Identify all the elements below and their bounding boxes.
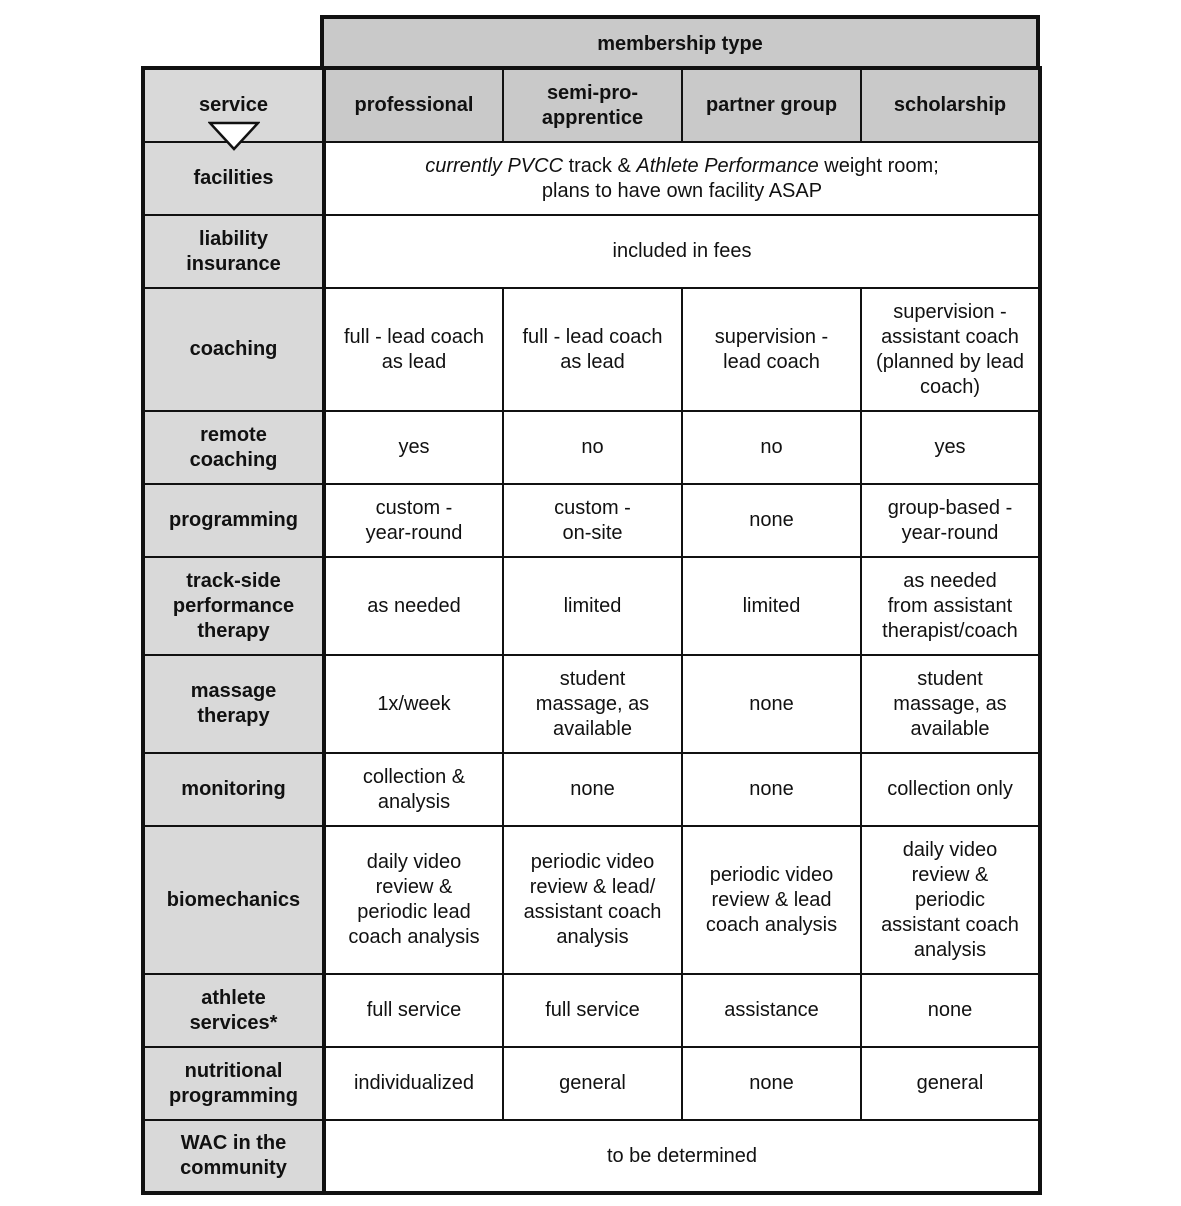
membership-type-header [320, 15, 1040, 69]
cell-nutrition-professional: individualized [324, 1047, 503, 1120]
cell-track-side-partner-group: limited [682, 557, 861, 655]
row-header-massage-therapy: massage therapy [143, 655, 324, 753]
membership-type-label: membership type [597, 32, 763, 55]
row-track-side-therapy [143, 557, 1040, 655]
services-table [141, 66, 1042, 1195]
facilities-part-5: plans to have own facility ASAP [541, 179, 823, 202]
cell-biomechanics-professional: daily video review & periodic lead coach analysis [324, 826, 503, 974]
row-coaching [143, 288, 1040, 411]
col-header-partner-group: partner group [682, 68, 861, 142]
cell-remote-coaching-scholarship: yes [861, 411, 1040, 484]
cell-nutrition-partner-group: none [682, 1047, 861, 1120]
cell-programming-professional: custom - year-round [324, 484, 503, 557]
row-header-facilities: facilities [143, 142, 324, 215]
cell-massage-partner-group: none [682, 655, 861, 753]
cell-massage-semi-pro: student massage, as available [503, 655, 682, 753]
facilities-part-4: weight room; [818, 154, 939, 177]
cell-coaching-semi-pro: full - lead coach as lead [503, 288, 682, 411]
row-remote-coaching [143, 411, 1040, 484]
row-header-track-side-therapy: track-side performance therapy [143, 557, 324, 655]
cell-biomechanics-partner-group: periodic video review & lead coach analysis [682, 826, 861, 974]
cell-programming-scholarship: group-based - year-round [861, 484, 1040, 557]
facilities-part-2: track & [563, 154, 637, 177]
cell-athlete-services-scholarship: none [861, 974, 1040, 1047]
cell-programming-partner-group: none [682, 484, 861, 557]
row-header-monitoring: monitoring [143, 753, 324, 826]
service-label: service [199, 94, 268, 116]
cell-coaching-partner-group: supervision - lead coach [682, 288, 861, 411]
facilities-part-1: currently PVCC [425, 154, 564, 177]
row-header-liability-insurance: liability insurance [143, 215, 324, 288]
row-header-biomechanics: biomechanics [143, 826, 324, 974]
cell-massage-scholarship: student massage, as available [861, 655, 1040, 753]
cell-programming-semi-pro: custom - on-site [503, 484, 682, 557]
col-header-semi-pro-apprentice: semi-pro- apprentice [503, 68, 682, 142]
row-header-programming: programming [143, 484, 324, 557]
row-programming [143, 484, 1040, 557]
row-header-remote-coaching: remote coaching [143, 411, 324, 484]
col-header-professional: professional [324, 68, 503, 142]
cell-monitoring-professional: collection & analysis [324, 753, 503, 826]
service-corner-header [143, 68, 324, 142]
cell-monitoring-partner-group: none [682, 753, 861, 826]
row-massage-therapy [143, 655, 1040, 753]
cell-athlete-services-professional: full service [324, 974, 503, 1047]
cell-coaching-professional: full - lead coach as lead [324, 288, 503, 411]
row-liability-insurance [143, 215, 1040, 288]
cell-nutrition-semi-pro: general [503, 1047, 682, 1120]
row-header-wac-community: WAC in the community [143, 1120, 324, 1193]
cell-massage-professional: 1x/week [324, 655, 503, 753]
row-header-coaching: coaching [143, 288, 324, 411]
cell-remote-coaching-partner-group: no [682, 411, 861, 484]
liability-insurance-value: included in fees [324, 215, 1040, 288]
cell-monitoring-semi-pro: none [503, 753, 682, 826]
col-header-scholarship: scholarship [861, 68, 1040, 142]
row-wac-community [143, 1120, 1040, 1193]
row-biomechanics [143, 826, 1040, 974]
cell-biomechanics-semi-pro: periodic video review & lead/ assistant coach analysis [503, 826, 682, 974]
down-triangle-icon [208, 121, 260, 151]
column-header-row [143, 68, 1040, 142]
row-athlete-services [143, 974, 1040, 1047]
row-nutritional-programming [143, 1047, 1040, 1120]
cell-coaching-scholarship: supervision - assistant coach (planned by lead coach) [861, 288, 1040, 411]
facilities-value [324, 142, 1040, 215]
cell-track-side-professional: as needed [324, 557, 503, 655]
cell-nutrition-scholarship: general [861, 1047, 1040, 1120]
cell-track-side-scholarship: as needed from assistant therapist/coach [861, 557, 1040, 655]
cell-remote-coaching-professional: yes [324, 411, 503, 484]
wac-community-value: to be determined [324, 1120, 1040, 1193]
cell-remote-coaching-semi-pro: no [503, 411, 682, 484]
cell-monitoring-scholarship: collection only [861, 753, 1040, 826]
cell-biomechanics-scholarship: daily video review & periodic assistant coach analysis [861, 826, 1040, 974]
cell-athlete-services-partner-group: assistance [682, 974, 861, 1047]
row-monitoring [143, 753, 1040, 826]
facilities-part-3: Athlete Performance [636, 154, 819, 177]
row-facilities [143, 142, 1040, 215]
cell-athlete-services-semi-pro: full service [503, 974, 682, 1047]
row-header-athlete-services: athlete services* [143, 974, 324, 1047]
cell-track-side-semi-pro: limited [503, 557, 682, 655]
row-header-nutritional-programming: nutritional programming [143, 1047, 324, 1120]
